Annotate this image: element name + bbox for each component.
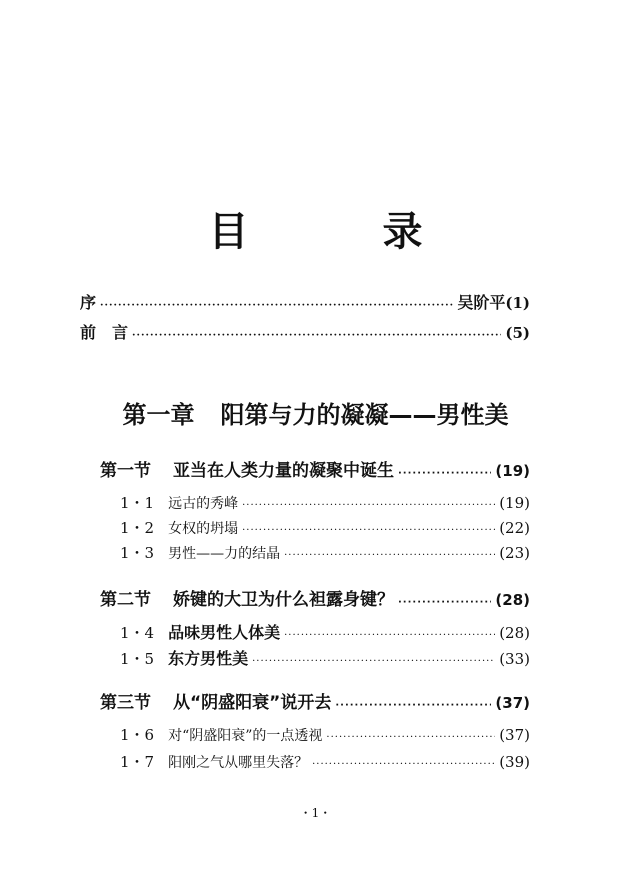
entry-title: 阳刚之气从哪里失落？ — [168, 755, 309, 771]
toc-subsection-entry[interactable] — [120, 724, 530, 745]
entry-title: 东方男性美 — [168, 649, 249, 668]
entry-number: 第二节 — [100, 590, 151, 610]
entry-page: (22) — [499, 519, 530, 537]
entry-page: (37) — [495, 694, 530, 712]
entry-title: 从“阴盛阳衰”说开去 — [173, 693, 332, 713]
dot-leader — [284, 550, 495, 561]
toc-entry-preface[interactable] — [80, 290, 530, 313]
entry-page: (28) — [499, 624, 530, 642]
dot-leader — [132, 330, 501, 341]
entry-title: 娇键的大卫为什么袒露身键？ — [173, 590, 394, 610]
entry-number: 1・5 — [120, 650, 155, 668]
entry-label: 序 — [80, 293, 97, 312]
toc-title: 目 录 — [208, 208, 483, 255]
entry-page: (19) — [495, 462, 530, 480]
dot-leader — [335, 700, 491, 711]
entry-page: (28) — [495, 591, 530, 609]
entry-title: 亚当在人类力量的凝聚中诞生 — [173, 461, 394, 481]
entry-title: 男性——力的结晶 — [168, 546, 281, 562]
entry-page: (39) — [499, 753, 530, 771]
dot-leader — [398, 597, 491, 608]
dot-leader — [242, 500, 495, 511]
chapter-heading[interactable] — [0, 395, 631, 430]
entry-title: 远古的秀峰 — [168, 496, 239, 512]
page-number: ・1・ — [299, 806, 332, 820]
dot-leader — [242, 525, 495, 536]
entry-title: 品味男性人体美 — [168, 623, 281, 642]
entry-page: (23) — [499, 544, 530, 562]
dot-leader — [252, 656, 495, 667]
dot-leader — [312, 759, 495, 770]
entry-page: (1) — [505, 294, 530, 312]
toc-subsection-entry[interactable] — [120, 542, 530, 563]
chapter-number: 第一章 — [122, 401, 195, 429]
chapter-title: 阳第与力的凝凝——男性美 — [220, 401, 509, 429]
toc-subsection-entry[interactable] — [120, 620, 530, 643]
entry-page: (19) — [499, 494, 530, 512]
entry-number: 第三节 — [100, 693, 151, 713]
toc-entry-foreword[interactable] — [80, 320, 530, 343]
entry-page: (37) — [499, 726, 530, 744]
toc-subsection-entry[interactable] — [120, 646, 530, 669]
entry-author: 吴阶平 — [457, 293, 506, 312]
toc-section-entry[interactable] — [100, 688, 530, 713]
toc-subsection-entry[interactable] — [120, 751, 530, 772]
entry-number: 1・3 — [120, 544, 155, 562]
dot-leader — [326, 732, 495, 743]
entry-number: 1・2 — [120, 519, 155, 537]
toc-subsection-entry[interactable] — [120, 492, 530, 513]
entry-number: 1・4 — [120, 624, 155, 642]
entry-title: 对“阴盛阳衰”的一点透视 — [168, 728, 323, 744]
entry-number: 1・7 — [120, 753, 155, 771]
entry-page: (5) — [505, 324, 530, 342]
entry-label: 前 言 — [80, 323, 129, 342]
dot-leader — [284, 630, 495, 641]
entry-page: (33) — [499, 650, 530, 668]
entry-title: 女权的坍塌 — [168, 521, 239, 537]
entry-number: 1・1 — [120, 494, 155, 512]
toc-section-entry[interactable] — [100, 456, 530, 481]
entry-number: 第一节 — [100, 461, 151, 481]
toc-section-entry[interactable] — [100, 585, 530, 610]
toc-subsection-entry[interactable] — [120, 517, 530, 538]
entry-number: 1・6 — [120, 726, 155, 744]
dot-leader — [398, 468, 491, 479]
dot-leader — [100, 300, 453, 311]
